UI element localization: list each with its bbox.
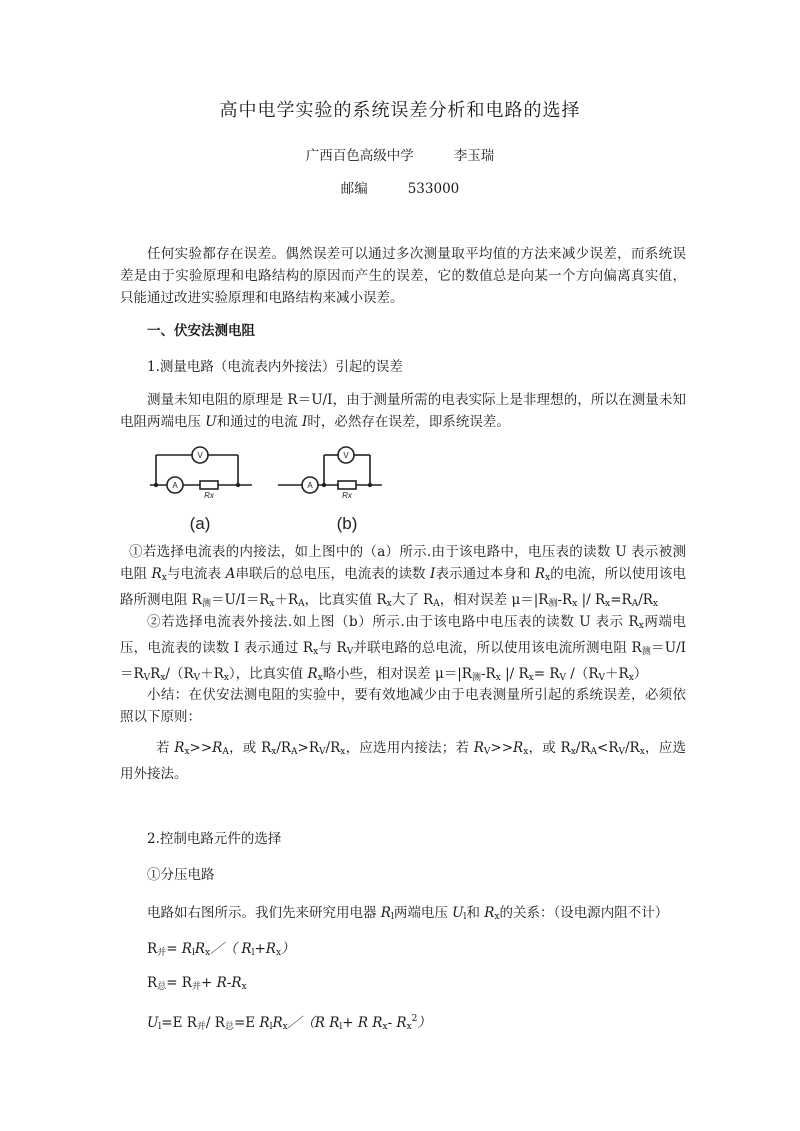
divider-intro (147, 901, 668, 922)
subscript: x (638, 621, 644, 631)
text-run: ） (417, 1015, 431, 1031)
text-run: I (301, 414, 308, 430)
text-run: ，应选用外接法。 (120, 740, 687, 782)
text-run: ，或 R (228, 740, 272, 756)
subscript: x (495, 673, 501, 683)
selection-rule (120, 737, 686, 785)
text-run: R (194, 941, 206, 957)
text-run: /（R (566, 666, 599, 682)
text-run: R (473, 740, 484, 756)
equation-total (147, 975, 247, 992)
subscript: A (433, 599, 440, 609)
ammeter-a-label: A (172, 481, 178, 490)
text-run: ，应选用内接法；若 (345, 740, 474, 756)
author-school: 广西百色高级中学 (305, 148, 414, 164)
text-run: 与 R (318, 640, 347, 656)
subscript: 并 (157, 948, 167, 958)
author-name: 李玉瑞 (453, 148, 495, 164)
text-run: ） (633, 666, 648, 682)
resistor-b (338, 481, 356, 489)
text-run: ＝U/I＝R (210, 592, 270, 608)
resistor-b-label: Rx (342, 491, 352, 500)
text-run: -R (480, 666, 496, 682)
subscript: x (269, 599, 275, 609)
postcode-value: 533000 (407, 181, 460, 197)
text-run: 和通过的电流 (216, 414, 302, 430)
subscript: l (158, 1022, 162, 1032)
text-run: =R (610, 592, 632, 608)
equation-parallel (147, 937, 295, 958)
text-run: U (147, 1015, 159, 1031)
subscript: x (572, 599, 578, 609)
text-run: 略小些，相对误差 μ＝|R (322, 666, 472, 682)
subscript: 测 (201, 599, 211, 609)
text-run: 串联后的总电压，电流表的读数 (235, 566, 431, 582)
text-run: |/ R (577, 592, 606, 608)
subscript: x (523, 747, 529, 757)
subscript: l (390, 912, 394, 922)
subscript: l (463, 912, 467, 922)
text-run: = R (533, 666, 560, 682)
subscript: A (590, 747, 598, 757)
resistor-a (200, 481, 218, 489)
text-run: +R (254, 941, 276, 957)
text-run: /R (325, 740, 341, 756)
subscript: x (570, 747, 576, 757)
subscript: x (382, 1022, 388, 1032)
subscript: A (298, 599, 305, 609)
figure-label-a: (a) (189, 514, 211, 533)
text-run: R (259, 1015, 270, 1031)
subscript: x (184, 747, 190, 757)
text-run: 与电流表 (166, 566, 226, 582)
text-run: - R (387, 1015, 407, 1031)
text-run: R (181, 941, 192, 957)
subsection2-heading: 2.控制电路元件的选择 (147, 831, 282, 847)
text-run: U (205, 414, 217, 430)
text-run: R (534, 566, 546, 582)
resistor-a-label: Rx (204, 491, 214, 500)
text-run: /R (575, 740, 591, 756)
text-run: ①若选择电流表的内接法，如上图中的（a）所示.由于该电路中，电压表的读数 U 表示被测电阻 (120, 544, 686, 582)
text-run: / R (205, 1015, 225, 1031)
subscript: V (618, 747, 625, 757)
subscript: V (319, 747, 326, 757)
text-run: ，比真实值 R (304, 592, 387, 608)
text-run: 测量未知电阻的原理是 R＝U/I，由于测量所需的电表实际上是非理想的，所以在测量未知电阻两端电压 (120, 392, 686, 430)
subscript: x (271, 747, 277, 757)
text-run: 表示通过本身和 (435, 566, 535, 582)
text-run: <R (597, 740, 619, 756)
voltmeter-b-label: V (343, 451, 349, 460)
text-run: 电路如右图所示。我们先来研究用电器 (147, 905, 381, 921)
subscript: 测 (471, 673, 481, 683)
text-run: ②若选择电流表外接法.如上图（b）所示.由于该电路中电压表的读数 U 表示 R (147, 614, 639, 630)
principle-paragraph (120, 389, 686, 433)
subscript: V (346, 647, 354, 657)
external-method-paragraph (120, 611, 686, 689)
subscript: x (160, 673, 166, 683)
text-run: R (380, 905, 391, 921)
text-run: 两端电压 (393, 905, 453, 921)
divider-circuit-heading: ①分压电路 (147, 867, 215, 883)
text-run: /R (625, 740, 640, 756)
text-run: |/ R (500, 666, 529, 682)
subscript: x (386, 599, 392, 609)
subscript: 测 (548, 599, 558, 609)
ammeter-b-label: A (307, 481, 313, 490)
subscript: x (161, 573, 167, 583)
text-run: R (484, 905, 495, 921)
text-run: + (200, 975, 217, 991)
subscript: x (317, 673, 323, 683)
text-run: 两端电压，电流表的读数 I 表示通过 R (120, 614, 687, 656)
circuit-b (278, 447, 382, 493)
author-line (0, 144, 800, 164)
subscript: x (494, 912, 500, 922)
page-title: 高中电学实验的系统误差分析和电路的选择 (219, 100, 581, 121)
equation-voltage (147, 1011, 431, 1032)
text-run: R (307, 666, 318, 682)
subscript: l (191, 948, 195, 958)
subscript: x (223, 673, 229, 683)
subscript: V (598, 673, 606, 683)
text-run: =E R (161, 1015, 197, 1031)
text-run: A (225, 566, 236, 582)
subscript: x (241, 982, 247, 992)
subscript: x (639, 747, 645, 757)
text-run: R (174, 740, 185, 756)
text-run: ／（R R (287, 1015, 340, 1031)
text-run: R (150, 666, 161, 682)
section1-heading: 一、伏安法测电阻 (147, 323, 255, 339)
subscript: x (313, 647, 319, 657)
text-run: >> (189, 740, 213, 756)
text-run: ），比真实值 (228, 666, 308, 682)
text-run: R (151, 566, 162, 582)
postcode-line (0, 177, 800, 197)
subscript: x (340, 747, 346, 757)
text-run: ／（ (210, 941, 242, 957)
subscript: x (528, 673, 534, 683)
subsection1-heading: 1.测量电路（电流表内外接法）引起的误差 (147, 359, 403, 375)
text-run: >> (490, 740, 514, 756)
summary-paragraph: 小结：在伏安法测电阻的实验中，要有效地减少由于电表测量所引起的系统误差，必须依照以下原则： (120, 687, 686, 725)
text-run: ＋R (200, 666, 224, 682)
figure-label-b: (b) (336, 514, 358, 533)
text-run: R (147, 941, 158, 957)
text-run: ＋R (274, 592, 299, 608)
text-run: ） (281, 941, 295, 957)
subscript: A (631, 599, 639, 609)
superscript: 2 (411, 1014, 418, 1024)
text-run: /（R (165, 666, 194, 682)
text-run: R (513, 740, 524, 756)
text-run: ＝U/I＝R (120, 640, 686, 682)
text-run: + R R (342, 1015, 383, 1031)
text-run: 的电流，所以使用该电路所测电阻 R (120, 566, 687, 608)
subscript: l (269, 1022, 273, 1032)
text-run: R (212, 740, 223, 756)
subscript: x (275, 948, 282, 958)
text-run: I (430, 566, 436, 582)
subscript: V (143, 673, 151, 683)
subscript: x (282, 1022, 288, 1032)
subscript: 测 (641, 647, 652, 657)
text-run: >R (297, 740, 320, 756)
text-run: -R (557, 592, 573, 608)
subscript: x (545, 573, 551, 583)
text-run: R (241, 941, 252, 957)
text-run: = R (166, 975, 192, 991)
postcode-label: 邮编 (340, 181, 368, 197)
text-run: R (272, 1015, 283, 1031)
subscript: A (222, 747, 229, 757)
text-run: /R (638, 592, 653, 608)
subscript: x (205, 948, 211, 958)
voltmeter-a-label: V (197, 451, 203, 460)
text-run: 和 (466, 905, 485, 921)
subscript: x (406, 1022, 412, 1032)
internal-method-paragraph (120, 541, 686, 615)
subscript: x (605, 599, 611, 609)
subscript: x (652, 599, 658, 609)
text-run: 若 (156, 740, 175, 756)
subscript: 并 (196, 1022, 206, 1032)
circuit-figure (150, 443, 420, 538)
text-run: /R (276, 740, 292, 756)
text-run: ，相对误差 μ＝|R (439, 592, 549, 608)
text-run: 大了 R (391, 592, 434, 608)
subscript: l (339, 1022, 343, 1032)
subscript: 总 (224, 1022, 234, 1032)
text-run: 时，必然存在误差，即系统误差。 (307, 414, 510, 430)
subscript: V (483, 747, 491, 757)
text-run: R-R (216, 975, 242, 991)
intro-paragraph: 任何实验都存在误差。偶然误差可以通过多次测量取平均值的方法来减少误差，而系统误差是由于实验原理和电路结构的原因而产生的误差，它的数值总是向某一个方向偏离真实值，只能通过改进实验原理和电路结构来减小误差。 (120, 246, 686, 306)
text-run: ＋R (605, 666, 629, 682)
subscript: l (251, 948, 255, 958)
text-run: 并联电路的总电流，所以使用该电流所测电阻 R (353, 640, 642, 656)
subscript: 总 (157, 982, 167, 992)
subscript: V (559, 673, 566, 683)
subscript: 并 (191, 982, 201, 992)
text-run: = (166, 941, 182, 957)
text-run: 的关系：（设电源内阻不计） (499, 905, 669, 921)
subscript: x (628, 673, 634, 683)
subscript: V (193, 673, 201, 683)
text-run: =E (233, 1015, 260, 1031)
subscript: A (291, 747, 298, 757)
text-run: U (452, 905, 464, 921)
text-run: R (147, 975, 158, 991)
text-run: ，或 R (528, 740, 571, 756)
